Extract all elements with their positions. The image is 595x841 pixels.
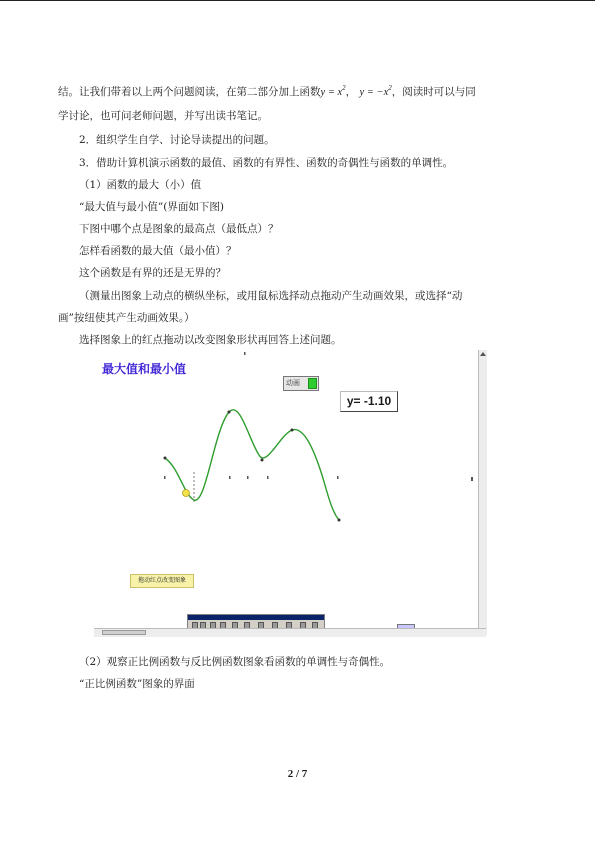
paragraph-line-5: （1）函数的最大（小）值 <box>79 179 202 191</box>
paragraph-line-4: 3．借助计算机演示函数的最值、函数的有界性、函数的奇偶性与函数的单调性。 <box>79 157 454 169</box>
scroll-up-icon[interactable] <box>480 352 486 356</box>
paragraph-line-12: 选择图象上的红点拖动以改变图象形状再回答上述问题。 <box>79 334 342 346</box>
paragraph-line-10: （测量出图象上动点的横纵坐标，或用鼠标选择动点拖动产生动画效果，或选择“动 <box>79 290 463 302</box>
curve-point-end[interactable] <box>338 519 341 522</box>
curve-point-mid[interactable] <box>261 459 264 462</box>
horizontal-scrollbar[interactable] <box>94 628 486 637</box>
paragraph-line-2: 学讨论，也可问老师问题，并写出读书笔记。 <box>58 110 268 122</box>
top-rule <box>0 0 595 1</box>
max-min-figure <box>94 350 486 640</box>
paragraph-line-3: 2．组织学生自学、讨论导读提出的问题。 <box>79 134 275 146</box>
curve-point-max[interactable] <box>228 411 231 414</box>
figure-title: 最大值和最小值 <box>102 362 187 376</box>
paragraph-line-13: （2）观察正比例函数与反比例函数图象看函数的单调性与奇偶性。 <box>79 656 391 668</box>
function-curve <box>165 410 339 520</box>
paragraph-line-9: 这个函数是有界的还是无界的？ <box>79 267 226 279</box>
paragraph-line-14: “正比例函数”图象的界面 <box>79 678 195 690</box>
curve-point-start[interactable] <box>164 457 167 460</box>
paragraph-line-7: 下图中哪个点是图象的最高点（最低点）？ <box>79 223 279 235</box>
y-value-readout: y= -1.10 <box>340 391 398 412</box>
page-number: 2 / 7 <box>287 768 308 780</box>
formula-y-neg-x2: y = −x <box>359 87 389 98</box>
drag-hint-button[interactable]: 拖动红点改变图象 <box>130 574 194 588</box>
function-graph <box>94 350 486 640</box>
paragraph-line-6: “最大值与最小值”(界面如下图) <box>79 201 224 213</box>
paragraph-line-8: 怎样看函数的最大值（最小值）？ <box>79 245 237 257</box>
paragraph-line-1: 结。让我们带着以上两个问题阅读，在第二部分加上函数$y = x^2$， $y = -x^2$，阅读时可以与同 <box>58 84 476 98</box>
scroll-thumb[interactable] <box>102 630 146 635</box>
animation-button-label: 动画 <box>286 379 300 387</box>
toolbar-titlebar <box>188 615 324 620</box>
vertical-scrollbar[interactable] <box>478 350 487 635</box>
drag-point-marker[interactable] <box>183 490 190 497</box>
paragraph-line-11: 画”按纽使其产生动画效果。） <box>58 312 195 324</box>
formula-y-x2: y = x <box>320 87 343 98</box>
axis-tick-dots <box>164 352 473 481</box>
curve-point-second-max[interactable] <box>291 429 294 432</box>
